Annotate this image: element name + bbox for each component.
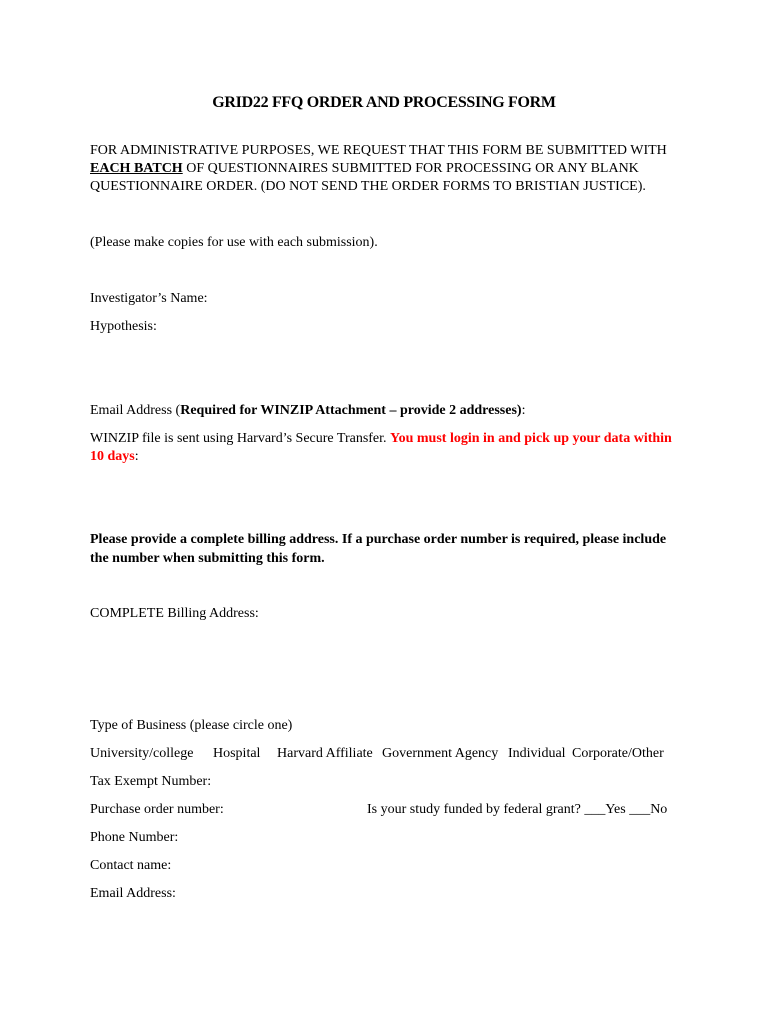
intro-line-1: FOR ADMINISTRATIVE PURPOSES, WE REQUEST THAT THIS FORM BE SUBMITTED WITH (90, 143, 667, 158)
contact-name-label: Contact name: (90, 858, 172, 873)
email-suffix: : (521, 403, 526, 418)
business-option-hospital[interactable]: Hospital (213, 746, 261, 761)
billing-note-line-2: the number when submitting this form. (90, 551, 325, 566)
billing-address-label: COMPLETE Billing Address: (90, 606, 259, 621)
winzip-suffix: : (134, 449, 139, 464)
federal-grant-question: Is your study funded by federal grant? ___Yes ___No (367, 802, 668, 817)
business-option-university[interactable]: University/college (90, 746, 194, 761)
business-type-label: Type of Business (please circle one) (90, 718, 293, 733)
winzip-warning-1: You must login in and pick up your data within (390, 431, 672, 446)
business-option-corporate-other[interactable]: Corporate/Other (572, 746, 664, 761)
business-option-government-agency[interactable]: Government Agency (382, 746, 499, 761)
winzip-warning-2: 10 days (90, 449, 135, 464)
business-option-individual[interactable]: Individual (508, 746, 566, 761)
phone-number-label: Phone Number: (90, 830, 179, 845)
investigator-name-label: Investigator’s Name: (90, 291, 208, 306)
intro-line-2-rest: OF QUESTIONNAIRES SUBMITTED FOR PROCESSING OR ANY BLANK (182, 161, 639, 176)
page-title: GRID22 FFQ ORDER AND PROCESSING FORM (212, 94, 556, 111)
tax-exempt-label: Tax Exempt Number: (90, 774, 212, 789)
business-option-harvard-affiliate[interactable]: Harvard Affiliate (277, 746, 373, 761)
email-address-instructions (90, 402, 525, 420)
email-prefix: Email Address ( (90, 403, 181, 418)
purchase-order-label: Purchase order number: (90, 802, 224, 817)
copies-note: (Please make copies for use with each submission). (90, 235, 378, 250)
hypothesis-label: Hypothesis: (90, 319, 157, 334)
email-required-note: Required for WINZIP Attachment – provide 2 addresses) (180, 403, 522, 418)
winzip-line-1 (90, 430, 672, 448)
winzip-text: WINZIP file is sent using Harvard’s Secure Transfer. (90, 431, 391, 446)
billing-note-line-1: Please provide a complete billing address. If a purchase order number is required, please include (90, 532, 667, 547)
intro-line-3: QUESTIONNAIRE ORDER. (DO NOT SEND THE ORDER FORMS TO BRISTIAN JUSTICE). (90, 179, 646, 194)
intro-line-2 (90, 160, 639, 178)
email-address-label: Email Address: (90, 886, 176, 901)
each-batch-emphasis: EACH BATCH (90, 161, 183, 176)
winzip-line-2 (90, 448, 139, 466)
